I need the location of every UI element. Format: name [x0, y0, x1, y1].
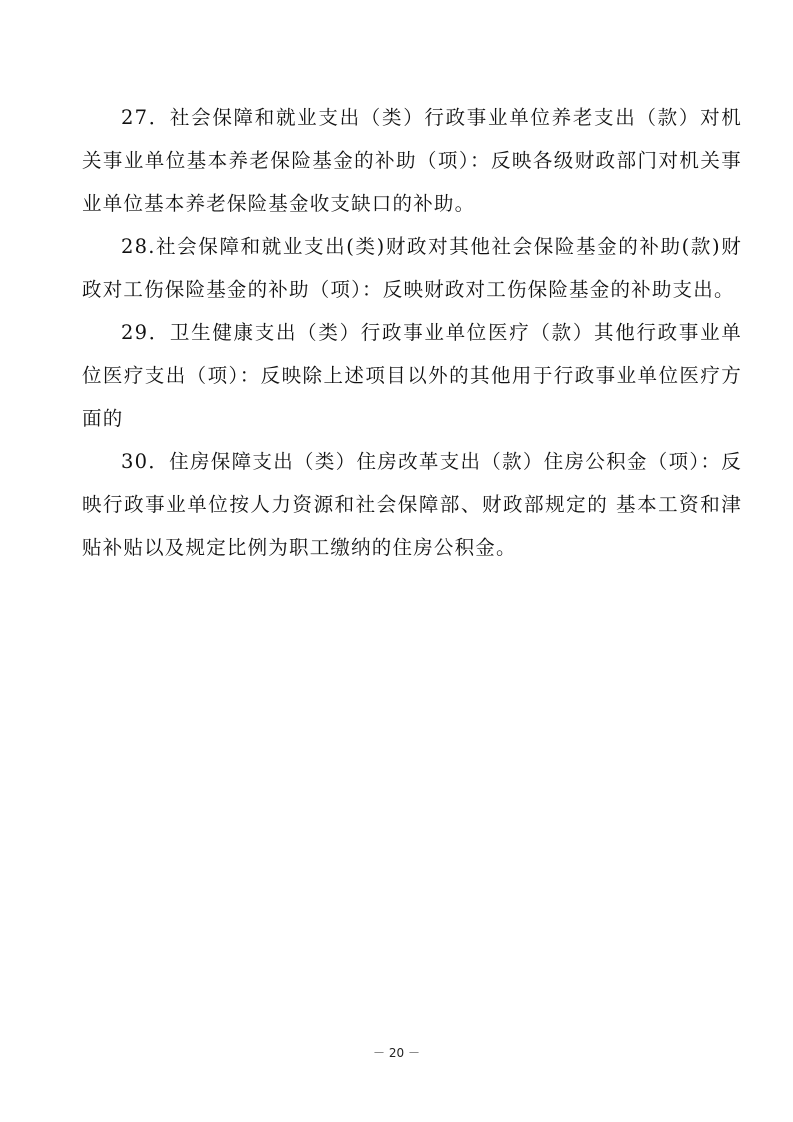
paragraph-29: 29．卫生健康支出（类）行政事业单位医疗（款）其他行政事业单位医疗支出（项）：反映除上述项目以外的其他用于行政事业单位医疗方面的: [82, 321, 742, 430]
paragraph-30: 30．住房保障支出（类）住房改革支出（款）住房公积金（项）：反映行政事业单位按人力资源和社会保障部、财政部规定的 基本工资和津贴补贴以及规定比例为职工缴纳的住房公积金。: [82, 450, 742, 559]
paragraph-27: 27．社会保障和就业支出（类）行政事业单位养老支出（款）对机关事业单位基本养老保险基金的补助（项）：反映各级财政部门对机关事业单位基本养老保险基金收支缺口的补助。: [82, 106, 742, 215]
document-body: [82, 96, 742, 569]
page-number: － 20 －: [373, 1046, 420, 1060]
paragraph-28: 28.社会保障和就业支出(类)财政对其他社会保险基金的补助(款)财政对工伤保险基金的补助（项）：反映财政对工伤保险基金的补助支出。: [82, 235, 742, 301]
